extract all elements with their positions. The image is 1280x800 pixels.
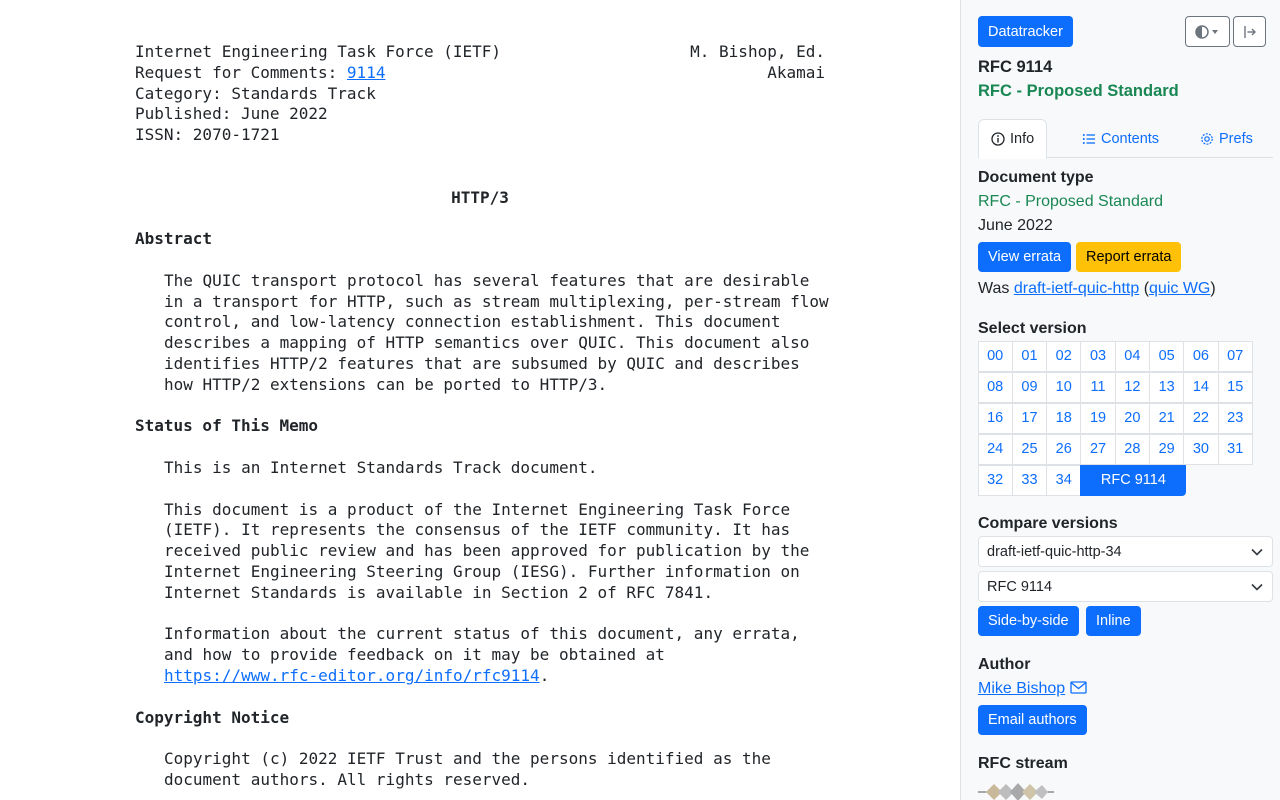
version-link[interactable]: 28 <box>1115 434 1150 465</box>
version-link[interactable]: 25 <box>1012 434 1047 465</box>
ietf-logo-icon <box>978 780 1054 800</box>
abstract-text: The QUIC transport protocol has several features that are desirable in a transport for HTTP, such as stream multiplexing, per-stream flow control, and low-latency connection establishment. This document describes a mapping of HTTP semantics over QUIC. This document also identifies HTTP/2 features that are subsumed by QUIC and describes how HTTP/2 extensions can be ported to HTTP/3. <box>164 270 829 394</box>
status-paragraph-3 <box>164 624 834 686</box>
tab-prefs-label: Prefs <box>1219 130 1253 147</box>
envelope-icon[interactable] <box>1070 681 1087 694</box>
header-issn: ISSN: 2070-1721 <box>135 125 280 145</box>
version-link[interactable]: 31 <box>1218 434 1253 465</box>
view-errata-button[interactable]: View errata <box>978 242 1071 272</box>
version-link[interactable]: 11 <box>1080 372 1115 403</box>
header-affiliation: Akamai <box>767 62 825 82</box>
version-link[interactable]: 20 <box>1115 403 1150 434</box>
version-link[interactable]: 01 <box>1012 341 1047 372</box>
rfc-stream-heading: RFC stream <box>978 755 1068 772</box>
copyright-text: Copyright (c) 2022 IETF Trust and the persons identified as the document authors. All rights reserved. <box>164 749 771 789</box>
tab-contents-label: Contents <box>1101 130 1160 147</box>
theme-toggle-button[interactable] <box>1185 16 1230 47</box>
version-link[interactable]: 17 <box>1012 403 1047 434</box>
sidebar-topbar <box>978 16 1273 47</box>
contrast-icon <box>1195 25 1221 39</box>
version-row <box>978 403 1261 434</box>
author-line <box>978 680 1087 698</box>
tab-contents[interactable] <box>1070 119 1171 158</box>
rfc-header <box>135 42 825 146</box>
datatracker-button[interactable]: Datatracker <box>978 16 1073 47</box>
rfc-editor-info-link[interactable]: https://www.rfc-editor.org/info/rfc9114 <box>164 665 540 685</box>
compare-from-select[interactable] <box>978 536 1273 567</box>
version-link[interactable]: 30 <box>1183 434 1218 465</box>
chevron-down-icon <box>1250 545 1264 559</box>
version-link[interactable]: 08 <box>978 372 1013 403</box>
version-row <box>978 341 1261 372</box>
inline-button[interactable]: Inline <box>1086 606 1141 636</box>
version-link[interactable]: 04 <box>1115 341 1150 372</box>
version-row <box>978 372 1261 403</box>
was-open-paren: ( <box>1139 280 1150 297</box>
version-link[interactable]: 09 <box>1012 372 1047 403</box>
compare-to-value: RFC 9114 <box>987 578 1053 595</box>
version-link[interactable]: 24 <box>978 434 1013 465</box>
sidebar <box>960 0 1280 800</box>
abstract-heading: Abstract <box>135 229 213 249</box>
version-link[interactable]: 23 <box>1218 403 1253 434</box>
compare-versions-heading: Compare versions <box>978 515 1118 532</box>
was-prefix: Was <box>978 280 1014 297</box>
version-link[interactable]: 12 <box>1115 372 1150 403</box>
header-rfc-prefix: Request for Comments: <box>135 62 347 82</box>
list-icon <box>1082 132 1096 146</box>
compare-to-select[interactable] <box>978 571 1273 602</box>
report-errata-button[interactable]: Report errata <box>1076 242 1181 272</box>
version-link[interactable]: 05 <box>1149 341 1184 372</box>
was-close-paren: ) <box>1210 280 1216 297</box>
version-link[interactable]: 26 <box>1046 434 1081 465</box>
doc-type-heading: Document type <box>978 169 1094 186</box>
was-line <box>978 280 1216 298</box>
version-link[interactable]: 07 <box>1218 341 1253 372</box>
header-org: Internet Engineering Task Force (IETF) <box>135 42 502 61</box>
rfc-header-left <box>135 42 501 146</box>
version-link[interactable]: 21 <box>1149 403 1184 434</box>
status-paragraph-3-suffix: . <box>539 665 550 685</box>
version-link[interactable]: 16 <box>978 403 1013 434</box>
version-link[interactable]: 22 <box>1183 403 1218 434</box>
gear-icon <box>1200 132 1214 146</box>
working-group-link[interactable]: quic WG <box>1149 280 1211 297</box>
version-link[interactable]: 02 <box>1046 341 1081 372</box>
version-link[interactable]: 18 <box>1046 403 1081 434</box>
rfc-document-body <box>135 42 835 791</box>
version-link[interactable]: 34 <box>1046 465 1081 496</box>
email-authors-button[interactable]: Email authors <box>978 705 1087 735</box>
rfc-header-right <box>690 42 825 146</box>
sidebar-rfc-number: RFC 9114 <box>978 58 1053 76</box>
header-author: M. Bishop, Ed. <box>690 42 825 61</box>
chevron-down-icon <box>1250 580 1264 594</box>
document-title: HTTP/3 <box>451 187 509 207</box>
header-rfc-line <box>135 63 501 84</box>
version-link[interactable]: 10 <box>1046 372 1081 403</box>
version-link[interactable]: 19 <box>1080 403 1115 434</box>
tab-info[interactable] <box>978 119 1047 159</box>
tab-prefs[interactable] <box>1188 119 1265 158</box>
version-link[interactable]: 32 <box>978 465 1013 496</box>
tab-info-label: Info <box>1010 131 1035 147</box>
version-link[interactable]: 00 <box>978 341 1013 372</box>
header-category: Category: Standards Track <box>135 83 376 103</box>
version-link[interactable]: 33 <box>1012 465 1047 496</box>
version-grid <box>978 341 1261 496</box>
version-link[interactable]: 06 <box>1183 341 1218 372</box>
doc-type-value: RFC - Proposed Standard <box>978 193 1163 210</box>
author-heading: Author <box>978 656 1031 673</box>
select-version-heading: Select version <box>978 320 1087 337</box>
version-row <box>978 465 1261 496</box>
version-row <box>978 434 1261 465</box>
version-link[interactable]: 14 <box>1183 372 1218 403</box>
version-link[interactable]: 13 <box>1149 372 1184 403</box>
status-paragraph-1: This is an Internet Standards Track document. <box>164 457 598 477</box>
version-link[interactable]: 27 <box>1080 434 1115 465</box>
status-heading: Status of This Memo <box>135 416 319 436</box>
copyright-heading: Copyright Notice <box>135 707 290 727</box>
author-name-link[interactable]: Mike Bishop <box>978 680 1066 697</box>
rfc-number-link[interactable]: 9114 <box>346 62 386 82</box>
version-link[interactable]: 29 <box>1149 434 1184 465</box>
sidebar-exit-icon <box>1243 25 1257 39</box>
sidebar-rfc-status: RFC - Proposed Standard <box>978 82 1179 100</box>
info-icon <box>991 132 1005 146</box>
status-paragraph-2: This document is a product of the Internet Engineering Task Force (IETF). It represents the consensus of the IETF community. It has received public review and has been approved for publication by the Internet Engineering Steering Group (IESG). Further information on Internet Standards is available in Section 2 of RFC 7841. <box>164 499 810 602</box>
sidebar-tabs <box>978 119 1273 158</box>
status-paragraph-3-text: Information about the current status of this document, any errata, and how to provide feedback on it may be obtained at <box>164 624 800 665</box>
version-link[interactable]: 03 <box>1080 341 1115 372</box>
current-version[interactable]: RFC 9114 <box>1080 465 1186 496</box>
compare-from-value: draft-ietf-quic-http-34 <box>987 543 1122 560</box>
side-by-side-button[interactable]: Side-by-side <box>978 606 1079 636</box>
doc-date: June 2022 <box>978 217 1053 234</box>
header-published: Published: June 2022 <box>135 104 328 124</box>
draft-link[interactable]: draft-ietf-quic-http <box>1013 280 1140 297</box>
sidebar-exit-button[interactable] <box>1233 16 1266 47</box>
version-link[interactable]: 15 <box>1218 372 1253 403</box>
